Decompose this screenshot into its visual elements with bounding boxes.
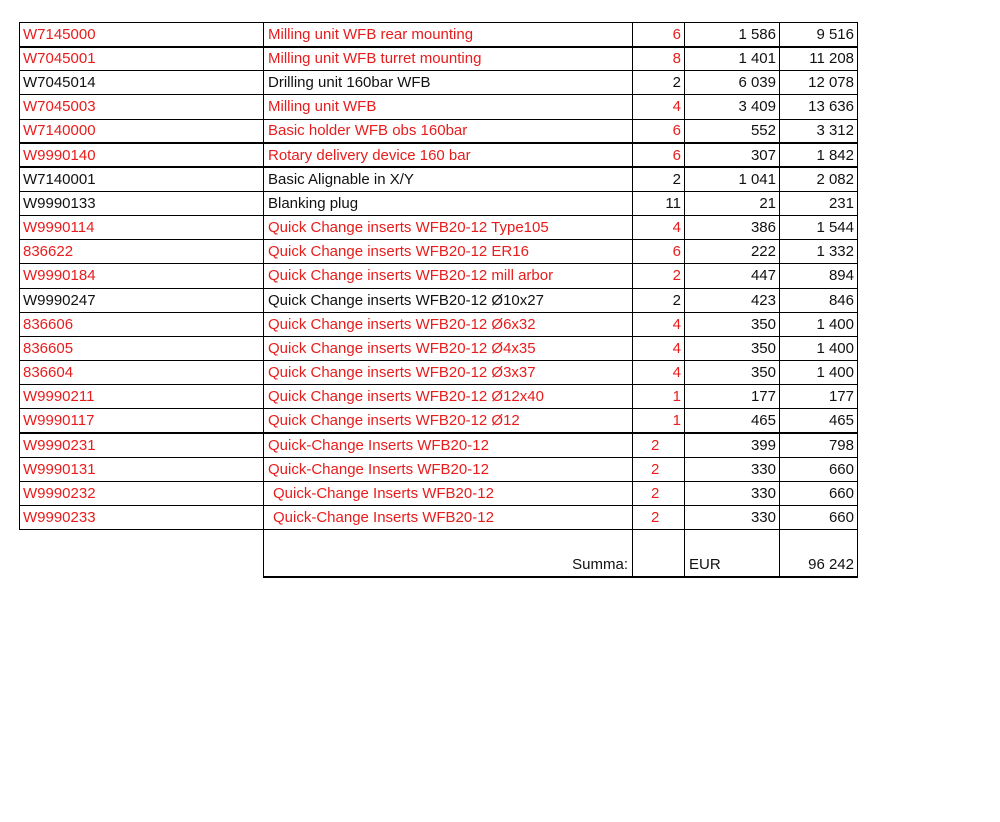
line-total-cell: 894 — [780, 264, 858, 288]
quantity-cell: 8 — [633, 47, 685, 71]
line-total-cell: 1 400 — [780, 336, 858, 360]
part-number-cell: 836605 — [20, 336, 264, 360]
description-cell: Quick Change inserts WFB20-12 Ø6x32 — [264, 312, 633, 336]
unit-price-cell: 330 — [685, 457, 780, 481]
unit-price-cell: 177 — [685, 385, 780, 409]
summary-empty-cell — [20, 529, 264, 577]
part-number-cell: W7145000 — [20, 23, 264, 47]
table-row — [20, 119, 858, 143]
quantity-cell: 1 — [633, 409, 685, 433]
unit-price-cell: 3 409 — [685, 95, 780, 119]
description-cell: Milling unit WFB — [264, 95, 633, 119]
description-cell: Quick-Change Inserts WFB20-12 — [264, 433, 633, 457]
quantity-cell: 4 — [633, 216, 685, 240]
unit-price-cell: 350 — [685, 360, 780, 384]
table-row — [20, 240, 858, 264]
description-cell: Quick Change inserts WFB20-12 Type105 — [264, 216, 633, 240]
line-total-cell: 1 544 — [780, 216, 858, 240]
unit-price-cell: 6 039 — [685, 71, 780, 95]
price-list-sheet — [19, 22, 858, 578]
unit-price-cell: 307 — [685, 143, 780, 167]
part-number-cell: W7045003 — [20, 95, 264, 119]
table-row — [20, 312, 858, 336]
description-cell: Quick Change inserts WFB20-12 Ø10x27 — [264, 288, 633, 312]
description-cell: Quick-Change Inserts WFB20-12 — [264, 481, 633, 505]
quantity-cell: 2 — [633, 433, 685, 457]
line-total-cell: 9 516 — [780, 23, 858, 47]
description-cell: Quick Change inserts WFB20-12 Ø12 — [264, 409, 633, 433]
table-row — [20, 360, 858, 384]
part-number-cell: W9990184 — [20, 264, 264, 288]
part-number-cell: 836604 — [20, 360, 264, 384]
line-total-cell: 231 — [780, 191, 858, 215]
description-cell: Milling unit WFB turret mounting — [264, 47, 633, 71]
unit-price-cell: 350 — [685, 312, 780, 336]
part-number-cell: W9990211 — [20, 385, 264, 409]
summary-total: 96 242 — [780, 529, 858, 577]
summary-label: Summa: — [264, 529, 633, 577]
table-row — [20, 433, 858, 457]
unit-price-cell: 330 — [685, 505, 780, 529]
description-cell: Quick Change inserts WFB20-12 Ø4x35 — [264, 336, 633, 360]
line-total-cell: 1 332 — [780, 240, 858, 264]
price-list-body — [20, 23, 858, 530]
part-number-cell: 836622 — [20, 240, 264, 264]
line-total-cell: 1 400 — [780, 360, 858, 384]
unit-price-cell: 21 — [685, 191, 780, 215]
description-cell: Quick Change inserts WFB20-12 Ø3x37 — [264, 360, 633, 384]
table-row — [20, 47, 858, 71]
description-cell: Drilling unit 160bar WFB — [264, 71, 633, 95]
unit-price-cell: 447 — [685, 264, 780, 288]
part-number-cell: W9990232 — [20, 481, 264, 505]
table-row — [20, 481, 858, 505]
unit-price-cell: 552 — [685, 119, 780, 143]
line-total-cell: 465 — [780, 409, 858, 433]
table-row — [20, 288, 858, 312]
table-row — [20, 457, 858, 481]
unit-price-cell: 386 — [685, 216, 780, 240]
quantity-cell: 4 — [633, 336, 685, 360]
price-list-table — [19, 22, 858, 578]
unit-price-cell: 1 041 — [685, 167, 780, 191]
part-number-cell: W7045001 — [20, 47, 264, 71]
part-number-cell: W9990247 — [20, 288, 264, 312]
quantity-cell: 1 — [633, 385, 685, 409]
table-row — [20, 167, 858, 191]
summary-currency: EUR — [685, 529, 780, 577]
unit-price-cell: 330 — [685, 481, 780, 505]
line-total-cell: 3 312 — [780, 119, 858, 143]
table-row — [20, 409, 858, 433]
unit-price-cell: 222 — [685, 240, 780, 264]
description-cell: Blanking plug — [264, 191, 633, 215]
quantity-cell: 4 — [633, 360, 685, 384]
part-number-cell: 836606 — [20, 312, 264, 336]
line-total-cell: 660 — [780, 481, 858, 505]
unit-price-cell: 1 586 — [685, 23, 780, 47]
line-total-cell: 2 082 — [780, 167, 858, 191]
table-row — [20, 23, 858, 47]
table-row — [20, 505, 858, 529]
part-number-cell: W9990233 — [20, 505, 264, 529]
quantity-cell: 2 — [633, 288, 685, 312]
quantity-cell: 6 — [633, 23, 685, 47]
description-cell: Rotary delivery device 160 bar — [264, 143, 633, 167]
quantity-cell: 4 — [633, 95, 685, 119]
line-total-cell: 11 208 — [780, 47, 858, 71]
quantity-cell: 2 — [633, 505, 685, 529]
description-cell: Basic Alignable in X/Y — [264, 167, 633, 191]
quantity-cell: 2 — [633, 457, 685, 481]
quantity-cell: 6 — [633, 143, 685, 167]
quantity-cell: 2 — [633, 71, 685, 95]
line-total-cell: 177 — [780, 385, 858, 409]
quantity-cell: 2 — [633, 481, 685, 505]
unit-price-cell: 465 — [685, 409, 780, 433]
part-number-cell: W7140001 — [20, 167, 264, 191]
part-number-cell: W9990133 — [20, 191, 264, 215]
part-number-cell: W9990114 — [20, 216, 264, 240]
description-cell: Milling unit WFB rear mounting — [264, 23, 633, 47]
description-cell: Quick Change inserts WFB20-12 ER16 — [264, 240, 633, 264]
table-row — [20, 143, 858, 167]
table-row — [20, 191, 858, 215]
line-total-cell: 660 — [780, 457, 858, 481]
unit-price-cell: 423 — [685, 288, 780, 312]
unit-price-cell: 350 — [685, 336, 780, 360]
description-cell: Quick-Change Inserts WFB20-12 — [264, 505, 633, 529]
table-row — [20, 71, 858, 95]
line-total-cell: 1 400 — [780, 312, 858, 336]
line-total-cell: 798 — [780, 433, 858, 457]
part-number-cell: W9990117 — [20, 409, 264, 433]
line-total-cell: 12 078 — [780, 71, 858, 95]
part-number-cell: W9990140 — [20, 143, 264, 167]
line-total-cell: 1 842 — [780, 143, 858, 167]
description-cell: Quick Change inserts WFB20-12 mill arbor — [264, 264, 633, 288]
line-total-cell: 846 — [780, 288, 858, 312]
table-row — [20, 216, 858, 240]
table-row — [20, 385, 858, 409]
unit-price-cell: 399 — [685, 433, 780, 457]
quantity-cell: 11 — [633, 191, 685, 215]
summary-qty-cell — [633, 529, 685, 577]
description-cell: Basic holder WFB obs 160bar — [264, 119, 633, 143]
part-number-cell: W7045014 — [20, 71, 264, 95]
line-total-cell: 13 636 — [780, 95, 858, 119]
part-number-cell: W7140000 — [20, 119, 264, 143]
quantity-cell: 6 — [633, 240, 685, 264]
table-row — [20, 95, 858, 119]
summary-row — [20, 529, 858, 577]
quantity-cell: 2 — [633, 264, 685, 288]
unit-price-cell: 1 401 — [685, 47, 780, 71]
quantity-cell: 6 — [633, 119, 685, 143]
quantity-cell: 2 — [633, 167, 685, 191]
part-number-cell: W9990231 — [20, 433, 264, 457]
part-number-cell: W9990131 — [20, 457, 264, 481]
description-cell: Quick-Change Inserts WFB20-12 — [264, 457, 633, 481]
table-row — [20, 336, 858, 360]
line-total-cell: 660 — [780, 505, 858, 529]
description-cell: Quick Change inserts WFB20-12 Ø12x40 — [264, 385, 633, 409]
quantity-cell: 4 — [633, 312, 685, 336]
table-row — [20, 264, 858, 288]
